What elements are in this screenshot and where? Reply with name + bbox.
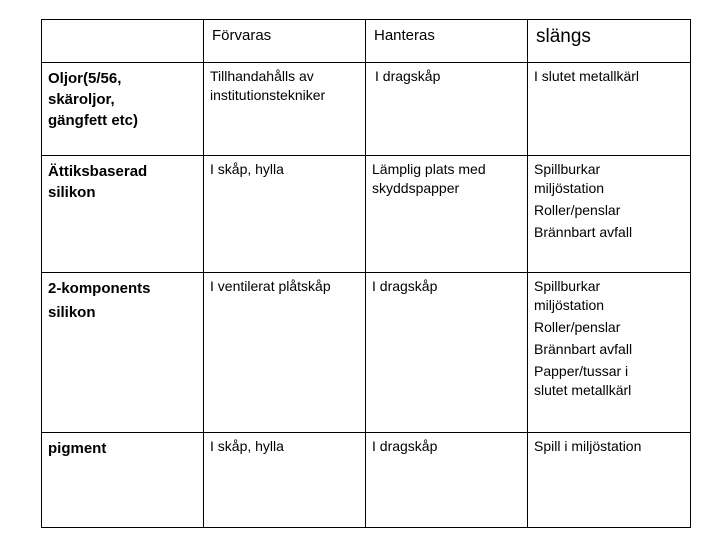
slangs-text (528, 433, 690, 460)
row-label-cell (42, 433, 204, 528)
table-row (42, 433, 691, 528)
slangs-cell (528, 433, 691, 528)
forvaras-cell (204, 433, 366, 528)
cell-line: I dragskåp (375, 68, 441, 84)
row-label (42, 63, 203, 135)
cell-line: I skåp, hylla (210, 161, 284, 177)
row-label (42, 433, 203, 463)
cell-line: Spillburkar (534, 278, 601, 294)
handling-table (41, 19, 691, 528)
table-row (42, 156, 691, 273)
cell-line: I ventilerat plåtskåp (210, 278, 331, 294)
cell-line: I dragskåp (372, 278, 438, 294)
hanteras-cell (366, 63, 528, 156)
cell-line: Spillburkar (534, 161, 601, 177)
cell-line: I slutet metallkärl (534, 68, 640, 84)
forvaras-text (204, 63, 365, 109)
hanteras-cell (366, 156, 528, 273)
cell-line: I skåp, hylla (210, 438, 284, 454)
row-label-cell (42, 156, 204, 273)
row-label-line: Ättiksbaserad (48, 163, 148, 180)
cell-line: skyddspapper (372, 180, 460, 196)
table-row (42, 63, 691, 156)
cell-line: slutet metallkärl (534, 382, 632, 398)
row-label (42, 156, 203, 207)
hanteras-cell (366, 273, 528, 433)
header-label-empty (42, 20, 203, 31)
slangs-cell (528, 63, 691, 156)
header-cell-empty (42, 20, 204, 63)
hanteras-text (366, 156, 527, 202)
hanteras-text (366, 433, 527, 460)
cell-line: I dragskåp (372, 438, 438, 454)
row-label-line: silikon (48, 184, 96, 201)
slangs-text (528, 63, 690, 90)
slangs-cell (528, 273, 691, 433)
row-label (42, 273, 203, 327)
header-label-slangs: slängs (536, 26, 591, 47)
forvaras-cell (204, 63, 366, 156)
forvaras-text (204, 156, 365, 183)
table-row (42, 273, 691, 433)
row-label-line: silikon (48, 304, 96, 321)
row-label-line: 2-komponents (48, 280, 151, 297)
row-label-line: pigment (48, 440, 107, 457)
forvaras-cell (204, 273, 366, 433)
slangs-text (528, 273, 690, 404)
table-header-row (42, 20, 691, 63)
cell-line: institutionstekniker (210, 87, 326, 103)
cell-line: Spill i miljöstation (534, 438, 642, 454)
forvaras-cell (204, 156, 366, 273)
cell-line: Papper/tussar i (534, 363, 629, 379)
forvaras-text (204, 433, 365, 460)
slangs-text (528, 156, 690, 246)
cell-line: miljöstation (534, 297, 605, 313)
row-label-line: gängfett etc) (48, 112, 138, 129)
row-label-cell (42, 63, 204, 156)
cell-line: Brännbart avfall (534, 341, 633, 357)
hanteras-text (366, 63, 527, 90)
slangs-cell (528, 156, 691, 273)
header-cell-slangs (528, 20, 691, 63)
row-label-line: Oljor(5/56, (48, 70, 122, 87)
hanteras-cell (366, 433, 528, 528)
row-label-cell (42, 273, 204, 433)
row-label-line: skäroljor, (48, 91, 115, 108)
hanteras-text (366, 273, 527, 300)
cell-line: Lämplig plats med (372, 161, 486, 177)
cell-line: Roller/penslar (534, 319, 621, 335)
header-label-hanteras: Hanteras (374, 27, 435, 44)
forvaras-text (204, 273, 365, 300)
cell-line: Brännbart avfall (534, 224, 633, 240)
cell-line: Roller/penslar (534, 202, 621, 218)
header-label-forvaras: Förvaras (212, 27, 272, 44)
cell-line: miljöstation (534, 180, 605, 196)
cell-line: Tillhandahålls av (210, 68, 314, 84)
header-cell-hanteras (366, 20, 528, 63)
header-cell-forvaras (204, 20, 366, 63)
